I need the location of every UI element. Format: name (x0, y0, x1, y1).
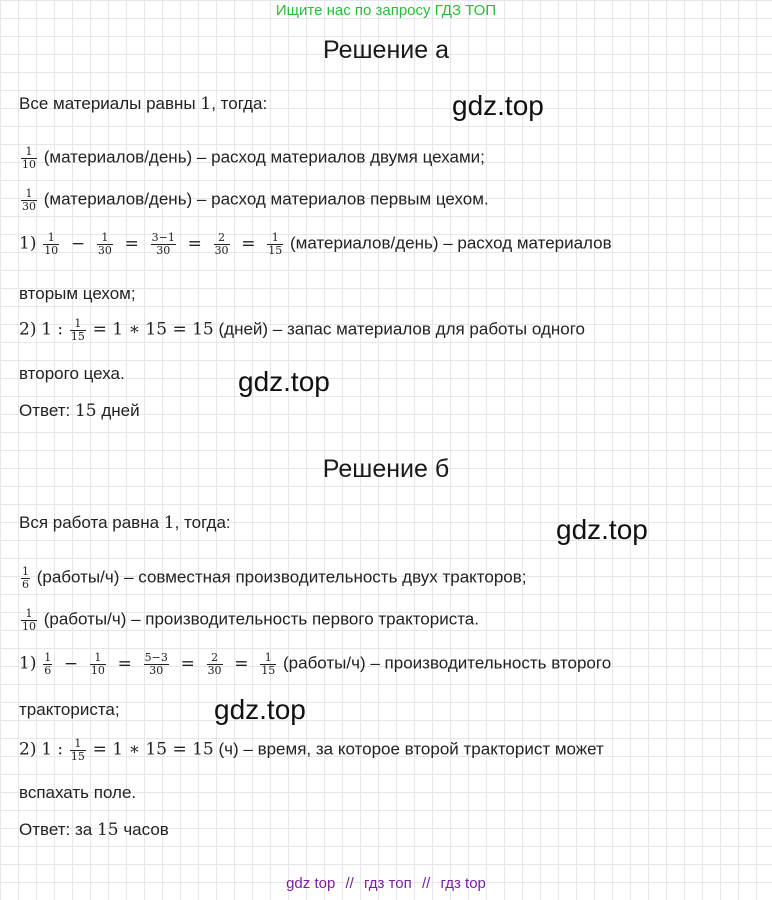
watermark: gdz.top (214, 694, 306, 725)
line-text: (работы/ч) – совместная производительность двух тракторов; (32, 567, 527, 587)
minus-sign: − (70, 233, 86, 254)
intro-number: 1 (163, 513, 175, 533)
equals-sign: = (124, 233, 139, 254)
equals-sign: = (241, 233, 256, 254)
solution-b-step-1 (19, 652, 611, 676)
fraction: $\frac{1}{6}$ (44, 651, 52, 677)
intro-text: Все материалы равны (19, 94, 201, 113)
fraction: $\frac{1}{6}$ (22, 565, 29, 591)
fraction: $\frac{1}{15}$ (70, 737, 85, 763)
fraction: $\frac{1}{15}$ (268, 231, 283, 257)
watermark: gdz.top (452, 90, 544, 121)
step-text: (работы/ч) – производительность второго (278, 653, 612, 673)
fraction: $\frac{2}{30}$ (214, 231, 229, 257)
solution-a-step-1-cont: вторым цехом; (19, 284, 136, 303)
fraction: $\frac{2}{30}$ (207, 651, 222, 677)
fraction: $\frac{1}{10}$ (22, 607, 36, 633)
step-text: (ч) – время, за которое второй тракторист может (213, 739, 604, 759)
footer-link-3[interactable]: гдз top (440, 875, 486, 892)
solution-a-step-2-cont: второго цеха. (19, 364, 125, 383)
footer-link-1[interactable]: gdz top (286, 875, 336, 892)
fraction: $\frac{3-1}{30}$ (151, 231, 175, 257)
fraction: $\frac{1}{30}$ (97, 231, 112, 257)
solution-a-intro (19, 94, 267, 114)
minus-sign: − (63, 653, 79, 674)
fraction: $\frac{1}{10}$ (44, 231, 59, 257)
fraction: $\frac{1}{10}$ (90, 651, 105, 677)
watermark: gdz.top (238, 366, 330, 397)
line-text: (работы/ч) – производительность первого тракториста. (39, 609, 479, 629)
watermark: gdz.top (556, 514, 648, 545)
fraction: $\frac{1}{15}$ (261, 651, 276, 677)
fraction: $\frac{5-3}{30}$ (144, 651, 168, 677)
equals-sign: = (117, 653, 132, 674)
solution-a-step-1 (19, 232, 612, 256)
intro-text: Вся работа равна (19, 513, 164, 532)
solution-a-line-1 (19, 146, 485, 170)
solution-b-line-2 (19, 608, 479, 632)
solution-b-step-2 (19, 738, 604, 762)
footer-links (0, 875, 772, 892)
solution-a-answer: Ответ: 15 дней (19, 401, 140, 421)
solution-a-step-2 (19, 318, 585, 342)
footer-link-2[interactable]: гдз топ (364, 875, 412, 892)
solution-a-line-2 (19, 188, 489, 212)
intro-end: , тогда: (211, 94, 268, 113)
expr-end: = 1 ∗ 15 = 15 (92, 739, 214, 760)
expr-end: = 1 ∗ 15 = 15 (92, 319, 214, 340)
solution-b-intro (19, 513, 231, 533)
intro-number: 1 (200, 94, 212, 114)
fraction: $\frac{1}{15}$ (70, 317, 85, 343)
step-text: (материалов/день) – расход материалов (285, 233, 612, 253)
step-label: 1) (19, 653, 37, 674)
line-text: (материалов/день) – расход материалов двумя цехами; (39, 147, 485, 167)
solution-b-answer: Ответ: за 15 часов (19, 820, 169, 840)
fraction: $\frac{1}{30}$ (22, 187, 36, 213)
step-label: 2) (19, 739, 37, 760)
solution-b-step-1-cont: тракториста; (19, 700, 120, 719)
equals-sign: = (234, 653, 249, 674)
equals-sign: = (180, 653, 195, 674)
solution-a-title: Решение а (323, 36, 449, 64)
expr-start: 1 : (41, 319, 64, 340)
equals-sign: = (187, 233, 202, 254)
footer-separator: // (421, 875, 431, 892)
solution-b-step-2-cont: вспахать поле. (19, 783, 137, 802)
footer-separator: // (345, 875, 354, 892)
step-label: 2) (19, 319, 37, 340)
top-search-link[interactable]: Ищите нас по запросу ГДЗ ТОП (275, 2, 497, 19)
intro-end: , тогда: (174, 513, 231, 532)
expr-start: 1 : (41, 739, 64, 760)
step-label: 1) (19, 233, 37, 254)
step-text: (дней) – запас материалов для работы одного (213, 319, 585, 339)
solution-b-line-1 (19, 566, 527, 590)
line-text: (материалов/день) – расход материалов первым цехом. (39, 189, 489, 209)
solution-b-title: Решение б (322, 455, 450, 483)
fraction: $\frac{1}{10}$ (22, 145, 36, 171)
